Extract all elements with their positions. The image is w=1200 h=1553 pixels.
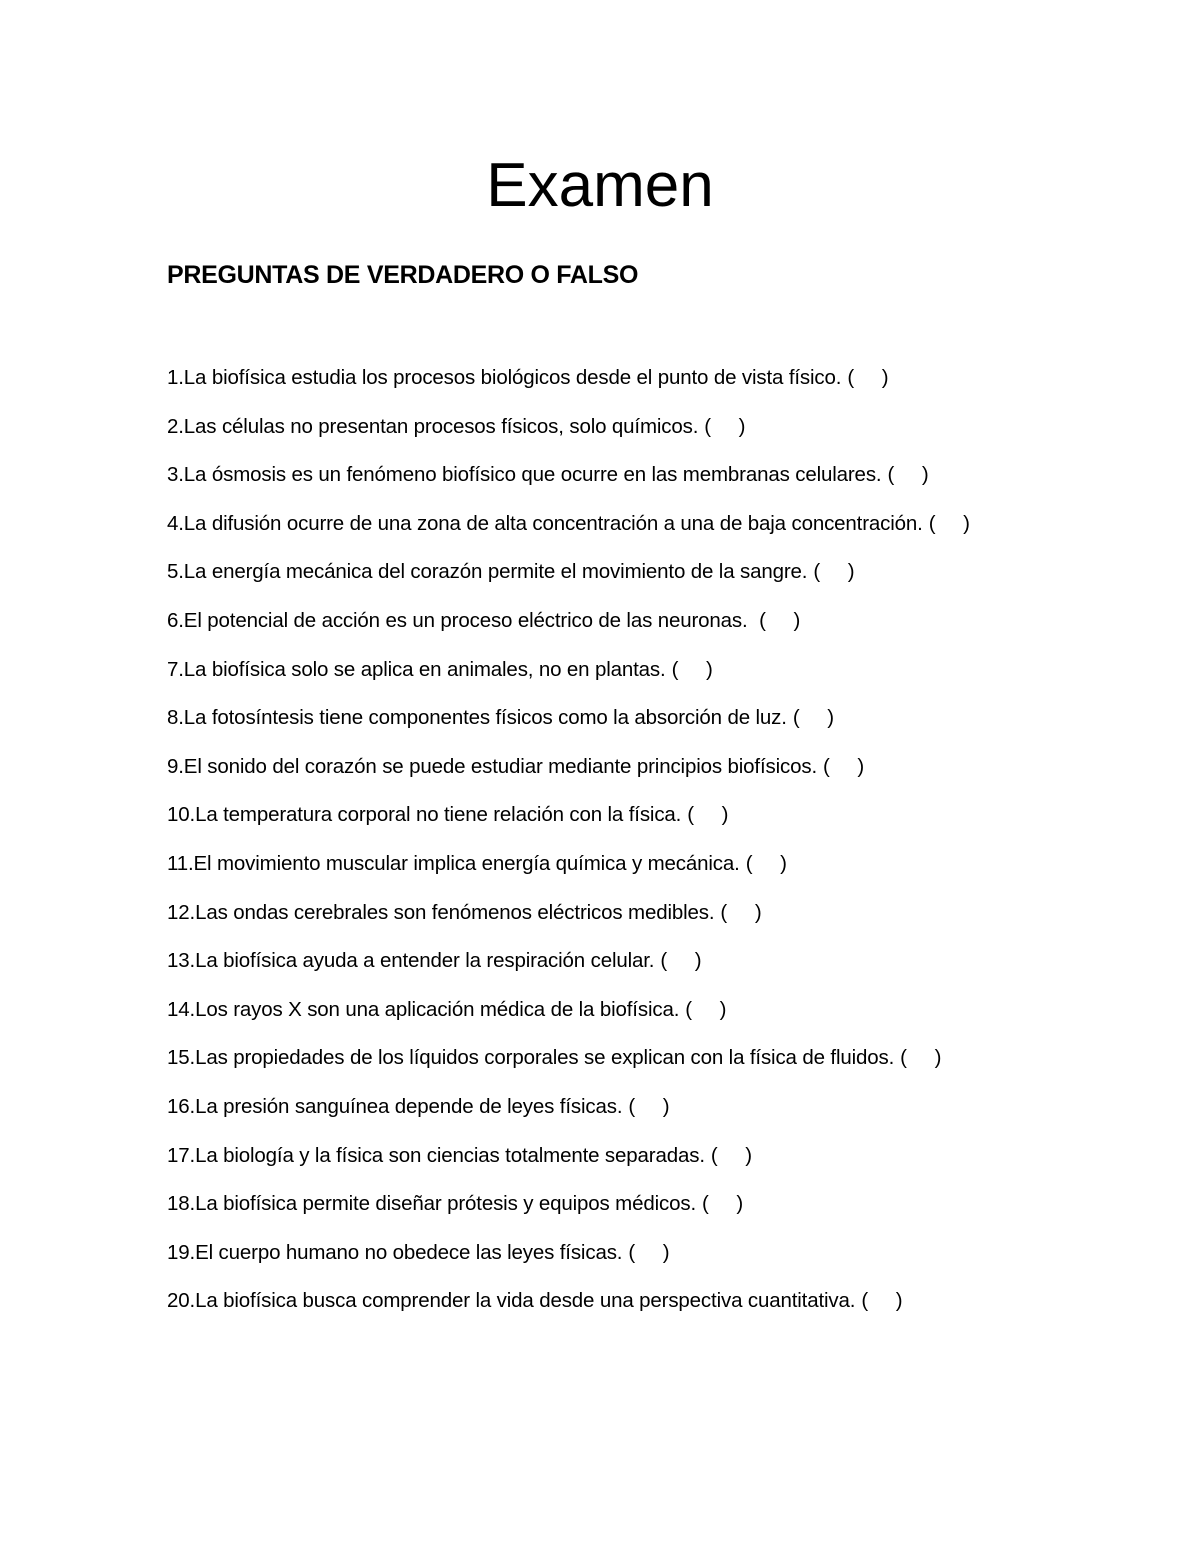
answer-blank: ( ) xyxy=(704,414,746,438)
question-number: 1. xyxy=(167,366,184,389)
question-text: La difusión ocurre de una zona de alta concentración a una de baja concentración. xyxy=(183,511,923,535)
answer-blank: ( ) xyxy=(702,1192,744,1216)
question-number: 2. xyxy=(167,414,184,438)
answer-blank: ( ) xyxy=(720,900,762,924)
question-number: 9. xyxy=(167,754,184,778)
question-item xyxy=(167,362,1127,411)
question-item xyxy=(167,994,1127,1043)
question-number: 3. xyxy=(167,463,184,487)
question-item xyxy=(167,799,1127,848)
answer-blank: ( ) xyxy=(628,1094,670,1118)
question-item xyxy=(167,1140,1127,1189)
answer-blank: ( ) xyxy=(671,657,713,681)
question-number: 16. xyxy=(167,1094,196,1118)
question-number: 15. xyxy=(167,1046,196,1070)
answer-blank: ( ) xyxy=(861,1289,903,1313)
page-title: Examen xyxy=(486,151,714,220)
question-text: La biofísica ayuda a entender la respiración celular. xyxy=(195,949,655,973)
question-item xyxy=(167,654,1127,703)
answer-blank: ( ) xyxy=(813,560,855,584)
question-number: 6. xyxy=(167,608,184,632)
question-item xyxy=(167,508,1127,557)
answer-blank: ( ) xyxy=(759,608,801,632)
question-text: Las células no presentan procesos físicos, solo químicos. xyxy=(183,414,699,438)
question-item xyxy=(167,945,1127,994)
question-number: 13. xyxy=(167,949,196,973)
question-item xyxy=(167,751,1127,800)
question-item xyxy=(167,897,1127,946)
answer-blank: ( ) xyxy=(745,851,787,875)
section-heading: PREGUNTAS DE VERDADERO O FALSO xyxy=(167,261,639,289)
question-item xyxy=(167,1188,1127,1237)
question-item xyxy=(167,702,1127,751)
question-item xyxy=(167,1285,1127,1334)
question-text: El potencial de acción es un proceso eléctrico de las neuronas. xyxy=(183,608,754,632)
answer-blank: ( ) xyxy=(887,463,929,487)
answer-blank: ( ) xyxy=(628,1240,670,1264)
answer-blank: ( ) xyxy=(685,997,727,1021)
answer-blank: ( ) xyxy=(660,949,702,973)
question-text: El cuerpo humano no obedece las leyes físicas. xyxy=(195,1240,623,1264)
question-number: 7. xyxy=(167,657,184,681)
question-list xyxy=(167,362,1127,1334)
question-item xyxy=(167,1042,1127,1091)
question-item xyxy=(167,556,1127,605)
question-text: La biofísica estudia los procesos biológicos desde el punto de vista físico. xyxy=(183,366,842,389)
answer-blank: ( ) xyxy=(900,1046,942,1070)
question-item xyxy=(167,848,1127,897)
question-text: La fotosíntesis tiene componentes físicos como la absorción de luz. xyxy=(183,706,787,730)
question-item xyxy=(167,605,1127,654)
question-text: La ósmosis es un fenómeno biofísico que ocurre en las membranas celulares. xyxy=(183,463,882,487)
question-number: 17. xyxy=(167,1143,196,1167)
question-text: La biofísica solo se aplica en animales, no en plantas. xyxy=(183,657,666,681)
question-text: La biología y la física son ciencias totalmente separadas. xyxy=(195,1143,705,1167)
question-number: 19. xyxy=(167,1240,196,1264)
question-text: La biofísica busca comprender la vida desde una perspectiva cuantitativa. xyxy=(195,1289,856,1313)
answer-blank: ( ) xyxy=(928,511,970,535)
question-text: La temperatura corporal no tiene relación con la física. xyxy=(195,803,682,827)
question-text: Los rayos X son una aplicación médica de la biofísica. xyxy=(195,997,680,1021)
question-number: 20. xyxy=(167,1289,196,1313)
answer-blank: ( ) xyxy=(792,706,834,730)
answer-blank: ( ) xyxy=(823,754,865,778)
question-number: 8. xyxy=(167,706,184,730)
question-number: 4. xyxy=(167,511,184,535)
question-number: 11. xyxy=(167,851,194,875)
question-number: 18. xyxy=(167,1192,196,1216)
question-item xyxy=(167,411,1127,460)
question-number: 12. xyxy=(167,900,196,924)
question-text: La presión sanguínea depende de leyes físicas. xyxy=(195,1094,623,1118)
question-text: El sonido del corazón se puede estudiar mediante principios biofísicos. xyxy=(183,754,817,778)
question-text: Las ondas cerebrales son fenómenos eléctricos medibles. xyxy=(195,900,715,924)
question-text: La energía mecánica del corazón permite el movimiento de la sangre. xyxy=(183,560,808,584)
question-text: La biofísica permite diseñar prótesis y equipos médicos. xyxy=(195,1192,696,1216)
question-item xyxy=(167,1091,1127,1140)
answer-blank: ( ) xyxy=(710,1143,752,1167)
answer-blank: ( ) xyxy=(847,366,889,389)
question-item xyxy=(167,1237,1127,1286)
question-text: Las propiedades de los líquidos corporales se explican con la física de fluidos. xyxy=(195,1046,895,1070)
question-number: 10. xyxy=(167,803,196,827)
question-number: 14. xyxy=(167,997,196,1021)
question-item xyxy=(167,459,1127,508)
question-text: El movimiento muscular implica energía química y mecánica. xyxy=(193,851,740,875)
answer-blank: ( ) xyxy=(687,803,729,827)
question-number: 5. xyxy=(167,560,184,584)
